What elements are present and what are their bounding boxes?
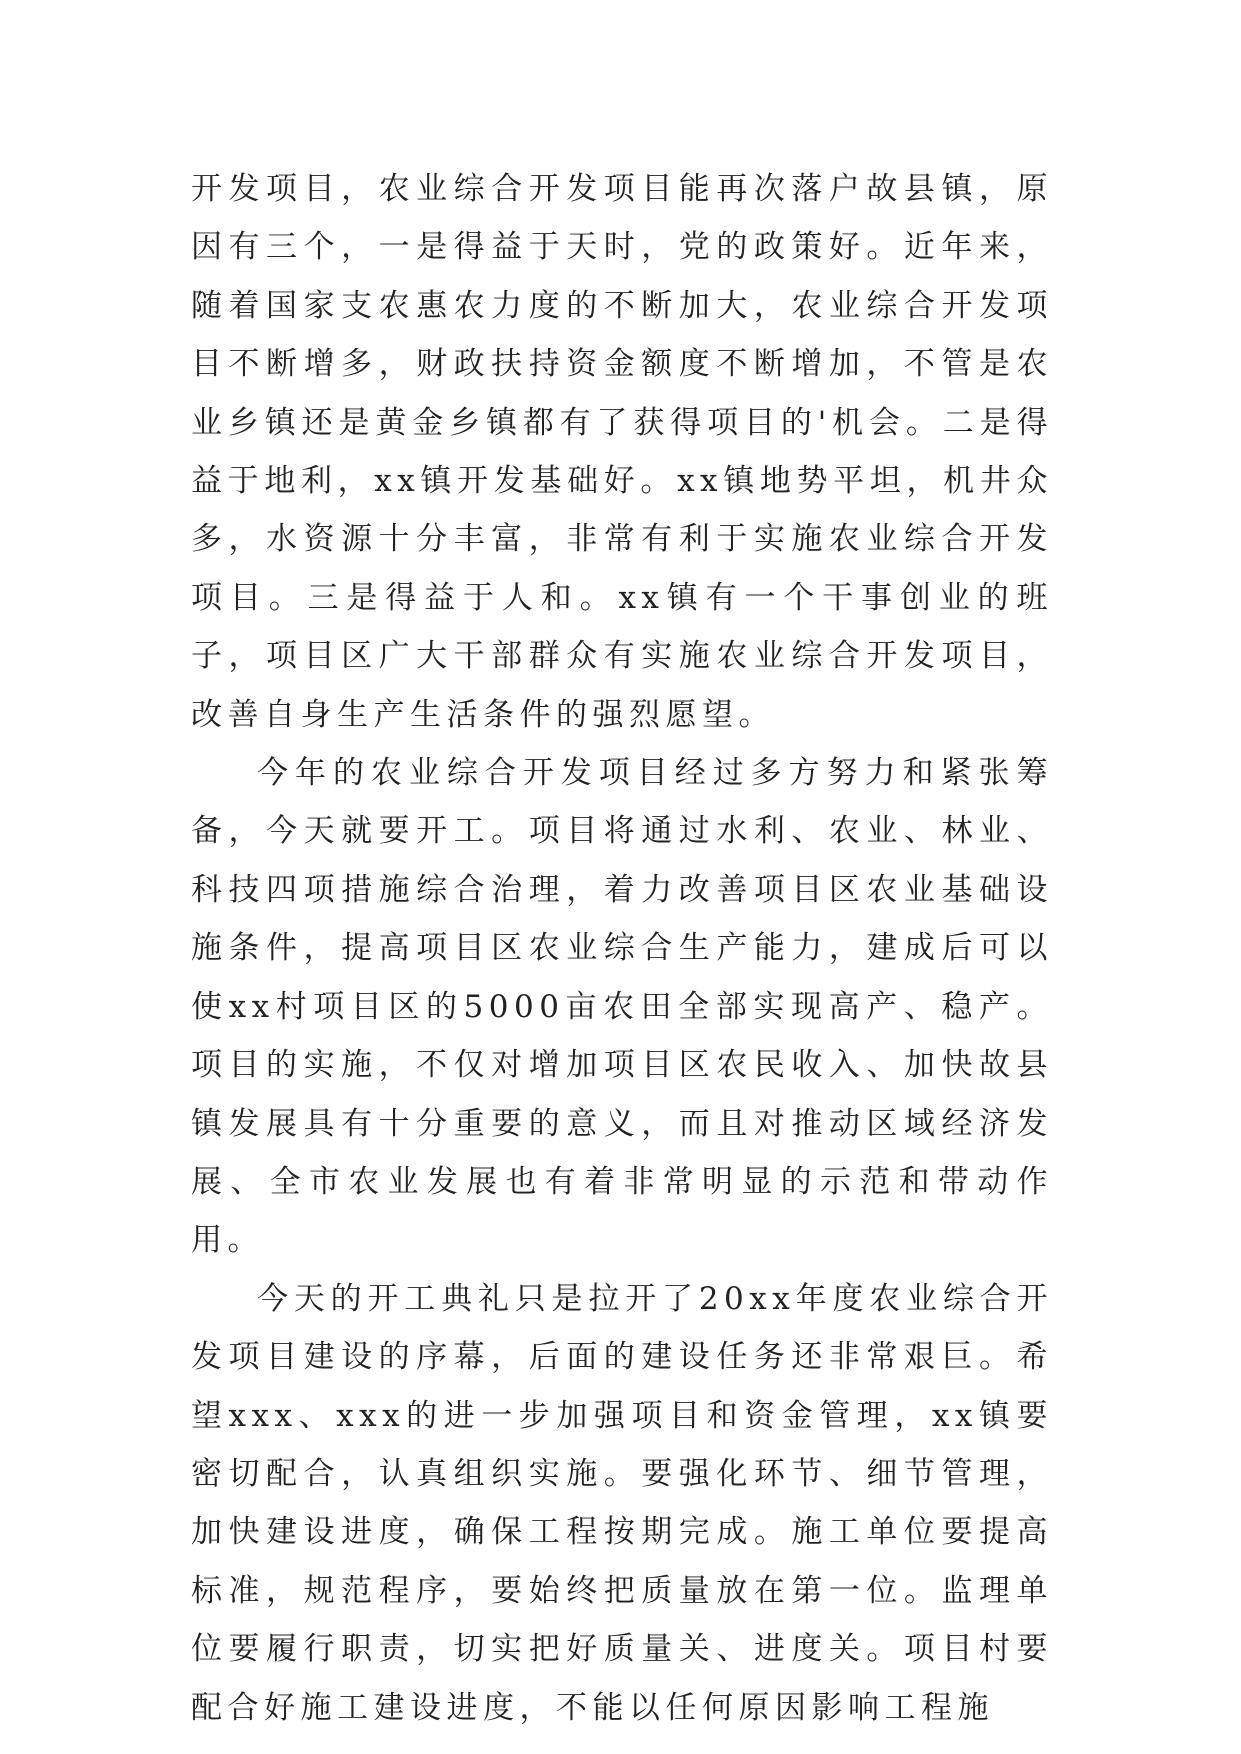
paragraph-continued: 开发项目，农业综合开发项目能再次落户故县镇，原因有三个，一是得益于天时，党的政策好。近年来，随着国家支农惠农力度的不断加大，农业综合开发项目不断增多，财政扶持资金额度不断增加，不管是农业乡镇还是黄金乡镇都有了获得项目的'机会。二是得益于地利，xx镇开发基础好。xx镇地势平坦，机井众多，水资源十分丰富，非常有利于实施农业综合开发项目。三是得益于人和。xx镇有一个干事创业的班子，项目区广大干部群众有实施农业综合开发项目，改善自身生产生活条件的强烈愿望。 [191, 171, 1053, 733]
paragraph: 今年的农业综合开发项目经过多方努力和紧张筹备，今天就要开工。项目将通过水利、农业、林业、科技四项措施综合治理，着力改善项目区农业基础设施条件，提高项目区农业综合生产能力，建成后可以使xx村项目区的5000亩农田全部实现高产、稳产。项目的实施，不仅对增加项目区农民收入、加快故县镇发展具有十分重要的意义，而且对推动区域经济发展、全市农业发展也有着非常明显的示范和带动作用。 [191, 755, 1053, 1259]
paragraph: 今天的开工典礼只是拉开了20xx年度农业综合开发项目建设的序幕，后面的建设任务还非常艰巨。希望xxx、xxx的进一步加强项目和资金管理，xx镇要密切配合，认真组织实施。要强化环节、细节管理，加快建设进度，确保工程按期完成。施工单位要提高标准，规范程序，要始终把质量放在第一位。监理单位要履行职责，切实把好质量关、进度关。项目村要配合好施工建设进度，不能以任何原因影响工程施 [191, 1280, 1053, 1726]
body-text [191, 160, 1053, 1737]
